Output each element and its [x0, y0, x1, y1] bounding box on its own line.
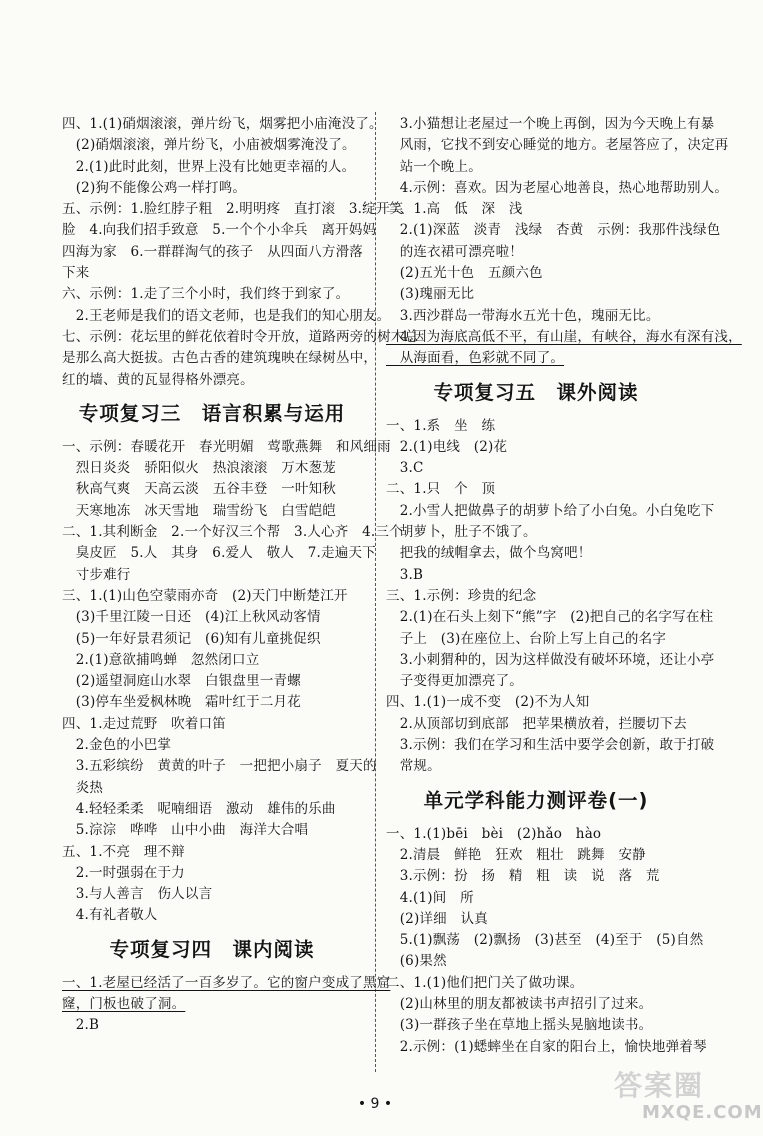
answer-line	[386, 671, 686, 692]
answer-line	[62, 586, 362, 607]
answer-line	[386, 263, 686, 284]
answer-line	[62, 242, 362, 263]
answer-text: 窿，门板也破了洞。	[62, 995, 186, 1012]
answer-text: 2.清晨 鲜艳 狂欢 粗壮 跳舞 安静	[386, 846, 646, 863]
answer-line	[62, 522, 403, 543]
answer-text: (2)遥望洞庭山水翠 白银盘里一青螺	[62, 673, 301, 690]
section-title: 单元学科能力测评卷(一)	[423, 788, 649, 812]
answer-text: (6)果然	[386, 953, 447, 970]
section-title: 专项复习三 语言积累与运用	[78, 401, 346, 425]
answer-line	[62, 756, 377, 777]
answer-text: 3.五彩缤纷 黄黄的叶子 一把把小扇子 夏天的	[62, 758, 377, 775]
answer-line	[62, 348, 378, 369]
answer-line	[62, 543, 376, 564]
answer-line	[62, 671, 362, 692]
answer-line	[62, 607, 362, 628]
answer-line	[386, 543, 686, 564]
answer-line	[62, 905, 362, 926]
answer-line	[386, 909, 686, 930]
section-title: 专项复习五 课外阅读	[433, 380, 639, 404]
answer-text: 4.因为海底高低不平，有山崖，有峡谷，海水有深有浅，	[386, 328, 742, 345]
answer-line	[386, 242, 686, 263]
underlined-answer-line	[386, 348, 686, 369]
answer-text: 一、示例：春暖花开 春光明媚 莺歌燕舞 和风细雨	[62, 438, 391, 455]
answer-line	[62, 306, 391, 327]
answer-text: 一、1.(1)bēi bèi (2)hǎo hào	[386, 825, 602, 842]
answer-line	[386, 306, 686, 327]
answer-text: 一、1.系 坐 练	[386, 417, 496, 434]
answer-line	[386, 135, 729, 156]
answer-line	[62, 799, 362, 820]
watermark-logo-text: 答案圈	[614, 1069, 705, 1102]
answer-text: 六、示例：1.走了三个小时，我们终于到家了。	[62, 286, 350, 303]
answer-line	[386, 845, 686, 866]
answer-line	[62, 863, 362, 884]
answer-text: 从海面看，色彩就不同了。	[386, 350, 565, 367]
answer-line	[62, 650, 362, 671]
underlined-answer-line	[386, 327, 742, 348]
answer-text: 3.小刺猬种的，因为这样做没有破坏环境，还让小亭	[386, 651, 715, 668]
answer-line	[62, 629, 362, 650]
answer-text: 脸 4.向我们招手致意 5.一个个小伞兵 离开妈妈	[62, 222, 377, 239]
section-title: 专项复习四 课内阅读	[109, 937, 315, 961]
answer-line	[386, 220, 721, 241]
answer-text: 天寒地冻 冰天雪地 瑞雪纷飞 白雪皑皑	[62, 502, 336, 519]
answer-line	[386, 714, 686, 735]
answer-line	[62, 735, 362, 756]
answer-line	[386, 1015, 686, 1036]
answer-text: (2)详细 认真	[386, 910, 488, 927]
watermark-logo	[604, 1062, 763, 1132]
answer-text: 2.B	[62, 1017, 100, 1034]
answer-text: 2.(1)意欲捕鸣蝉 忽然闭口立	[62, 651, 260, 668]
answer-line	[62, 284, 362, 305]
answer-text: 4.轻轻柔柔 呢喃细语 激动 雄伟的乐曲	[62, 800, 336, 817]
answer-line	[386, 586, 686, 607]
answer-text: 3.示例：扮 扬 精 粗 读 说 落 荒	[386, 868, 660, 885]
answer-text: (3)停车坐爱枫林晚 霜叶红于二月花	[62, 694, 301, 711]
answer-text: 把我的绒帽拿去，做个鸟窝吧！	[386, 545, 592, 562]
answer-text: 胡萝卜，肚子不饿了。	[386, 524, 537, 541]
answer-text: 是那么高大挺拔。古色古香的建筑瑰映在绿树丛中，	[62, 350, 378, 367]
answer-line	[386, 479, 686, 500]
answer-text: 红的墙、黄的瓦显得格外漂亮。	[62, 371, 254, 388]
answer-text: (2)五光十色 五颜六色	[386, 265, 543, 282]
answer-text: 二、1.高 低 深 浅	[386, 201, 523, 218]
answer-line	[386, 973, 686, 994]
answer-text: 五、示例：1.脸红脖子粗 2.明明疼 直打滚 3.绽开笑	[62, 201, 404, 218]
answer-line	[62, 565, 362, 586]
answer-text: 3.示例：我们在学习和生活中要学会创新，敢于打破	[386, 737, 715, 754]
answer-text: 寸步难行	[62, 566, 131, 583]
answer-text: 七、示例：花坛里的鲜花依着时令开放，道路两旁的树木总	[62, 328, 419, 345]
answer-line	[386, 994, 686, 1015]
answer-text: 2.小雪人把做鼻子的胡萝卜给了小白兔。小白兔吃下	[386, 502, 715, 519]
answer-line	[386, 735, 715, 756]
answer-line	[386, 114, 715, 135]
answer-text: (3)瑰丽无比	[386, 286, 475, 303]
answer-line	[386, 522, 686, 543]
page-number: • 9 •	[357, 1096, 393, 1112]
answer-text: 二、1.(1)他们把门关了做功课。	[386, 974, 584, 991]
answer-text: 2.从顶部切到底部 把苹果横放着，拦腰切下去	[386, 715, 687, 732]
answer-text: 二、1.只 个 顶	[386, 481, 496, 498]
answer-line	[62, 778, 362, 799]
answer-text: 五、1.不亮 理不辩	[62, 843, 185, 860]
answer-line	[62, 884, 362, 905]
answer-text: 炎热	[62, 779, 104, 796]
answer-text: 3.与人善言 伤人以言	[62, 886, 213, 903]
answer-line	[386, 157, 686, 178]
answer-line	[386, 866, 686, 887]
answer-line	[386, 199, 686, 220]
answer-line	[386, 1037, 707, 1058]
answer-text: 5.(1)飘荡 (2)飘扬 (3)甚至 (4)至于 (5)自然	[386, 932, 704, 949]
answer-line	[386, 178, 729, 199]
answer-line	[386, 824, 686, 845]
answer-line	[62, 220, 377, 241]
answer-text: 2.(1)电线 (2)花	[386, 438, 508, 455]
answer-text: 臭皮匠 5.人 其身 6.爱人 敬人 7.走遍天下	[62, 545, 376, 562]
right-column	[386, 114, 742, 1058]
answer-text: 3.小猫想让老屋过一个晚上再倒，因为今天晚上有暴	[386, 116, 715, 132]
answer-text: (2)狗不能像公鸡一样打鸣。	[62, 179, 247, 196]
answer-line	[386, 416, 686, 437]
answer-text: 四、1.走过荒野 吹着口笛	[62, 715, 226, 732]
answer-text: (3)一群孩子坐在草地上摇头晃脑地读书。	[386, 1017, 653, 1034]
answer-text: 四海为家 6.一群群淘气的孩子 从四面八方滑落	[62, 243, 363, 260]
answer-line	[62, 263, 362, 284]
answer-line	[386, 284, 686, 305]
answer-line	[62, 842, 362, 863]
underlined-answer-line	[62, 973, 391, 994]
answer-line	[62, 370, 362, 391]
answer-text: 常规。	[386, 758, 441, 775]
answer-line	[62, 437, 391, 458]
answer-text: 烈日炎炎 骄阳似火 热浪滚滚 万木葱茏	[62, 460, 336, 477]
answer-text: 子上 (3)在座位上、台阶上写上自己的名字	[386, 630, 667, 647]
answer-line	[386, 930, 704, 951]
answer-line	[62, 135, 362, 156]
answer-text: 3.C	[386, 460, 424, 477]
answer-text: 3.B	[386, 566, 424, 583]
answer-line	[386, 888, 686, 909]
answer-text: 二、1.其利断金 2.一个好汉三个帮 3.人心齐 4.三个	[62, 524, 403, 541]
answer-line	[62, 327, 419, 348]
answer-line	[62, 501, 362, 522]
answer-line	[386, 607, 714, 628]
answer-line	[386, 437, 686, 458]
answer-line	[62, 692, 362, 713]
answer-text: 2.王老师是我们的语文老师，也是我们的知心朋友。	[62, 307, 391, 324]
answer-line	[62, 1015, 362, 1036]
watermark-site-text: MXQE.COM	[642, 1102, 763, 1123]
answer-text: 三、1.(1)山色空蒙雨亦奇 (2)天门中断楚江开	[62, 587, 348, 604]
answer-text: 2.(1)在石头上刻下“熊”字 (2)把自己的名字写在柱	[386, 609, 714, 626]
underlined-answer-line	[62, 994, 362, 1015]
answer-line	[386, 951, 686, 972]
answer-text: 4.(1)间 所	[386, 889, 474, 906]
column-divider	[375, 112, 376, 1072]
answer-line	[386, 501, 715, 522]
answer-text: 风雨，它找不到安心睡觉的地方。老屋答应了，决定再	[386, 137, 729, 154]
answer-line	[62, 157, 362, 178]
answer-text: 子变得更加漂亮了。	[386, 673, 523, 690]
answer-text: (2)山林里的朋友都被读书声招引了过来。	[386, 995, 653, 1012]
answer-text: 三、1.示例：珍贵的纪念	[386, 587, 537, 604]
answer-text: 四、1.(1)硝烟滚滚，弹片纷飞，烟雾把小庙淹没了。	[62, 116, 383, 132]
answer-line	[62, 458, 362, 479]
answer-line	[386, 565, 686, 586]
answer-text: (5)一年好景君须记 (6)知有儿童挑促织	[62, 630, 321, 647]
answer-line	[386, 458, 686, 479]
answer-text: 站一个晚上。	[386, 158, 482, 175]
answer-line	[62, 178, 362, 199]
answer-line	[62, 114, 383, 135]
answer-line	[386, 629, 686, 650]
answer-text: 2.(1)此时此刻，世界上没有比她更幸福的人。	[62, 158, 356, 175]
answer-line	[386, 650, 715, 671]
answer-text: 四、1.(1)一成不变 (2)不为人知	[386, 694, 590, 711]
answer-line	[386, 756, 686, 777]
answer-text: 的连衣裙可漂亮啦！	[386, 243, 523, 260]
answer-text: 2.金色的小巴掌	[62, 737, 172, 754]
answer-line	[62, 714, 362, 735]
answer-line	[62, 199, 404, 220]
answer-text: 4.示例：喜欢。因为老屋心地善良，热心地帮助别人。	[386, 179, 729, 196]
answer-text: 4.有礼者敬人	[62, 907, 158, 924]
answer-text: 2.一时强弱在于力	[62, 864, 185, 881]
answer-text: 5.淙淙 哗哗 山中小曲 海洋大合唱	[62, 822, 309, 839]
answer-line	[62, 820, 362, 841]
answer-text: 下来	[62, 265, 90, 282]
answer-text: 3.西沙群岛一带海水五光十色，瑰丽无比。	[386, 307, 660, 324]
answer-line	[386, 692, 686, 713]
answer-text: (2)硝烟滚滚，弹片纷飞，小庙被烟雾淹没了。	[62, 137, 356, 154]
answer-line	[62, 479, 362, 500]
answer-text: 2.示例：(1)蟋蟀坐在自家的阳台上，愉快地弹着琴	[386, 1038, 707, 1055]
answer-text: 秋高气爽 天高云淡 五谷丰登 一叶知秋	[62, 481, 336, 498]
answer-text: (3)千里江陵一日还 (4)江上秋风动客情	[62, 609, 321, 626]
answer-text: 2.(1)深蓝 淡青 浅绿 杏黄 示例：我那件浅绿色	[386, 222, 721, 239]
answer-text: 一、1.老屋已经活了一百多岁了。它的窗户变成了黑窟	[62, 974, 391, 991]
